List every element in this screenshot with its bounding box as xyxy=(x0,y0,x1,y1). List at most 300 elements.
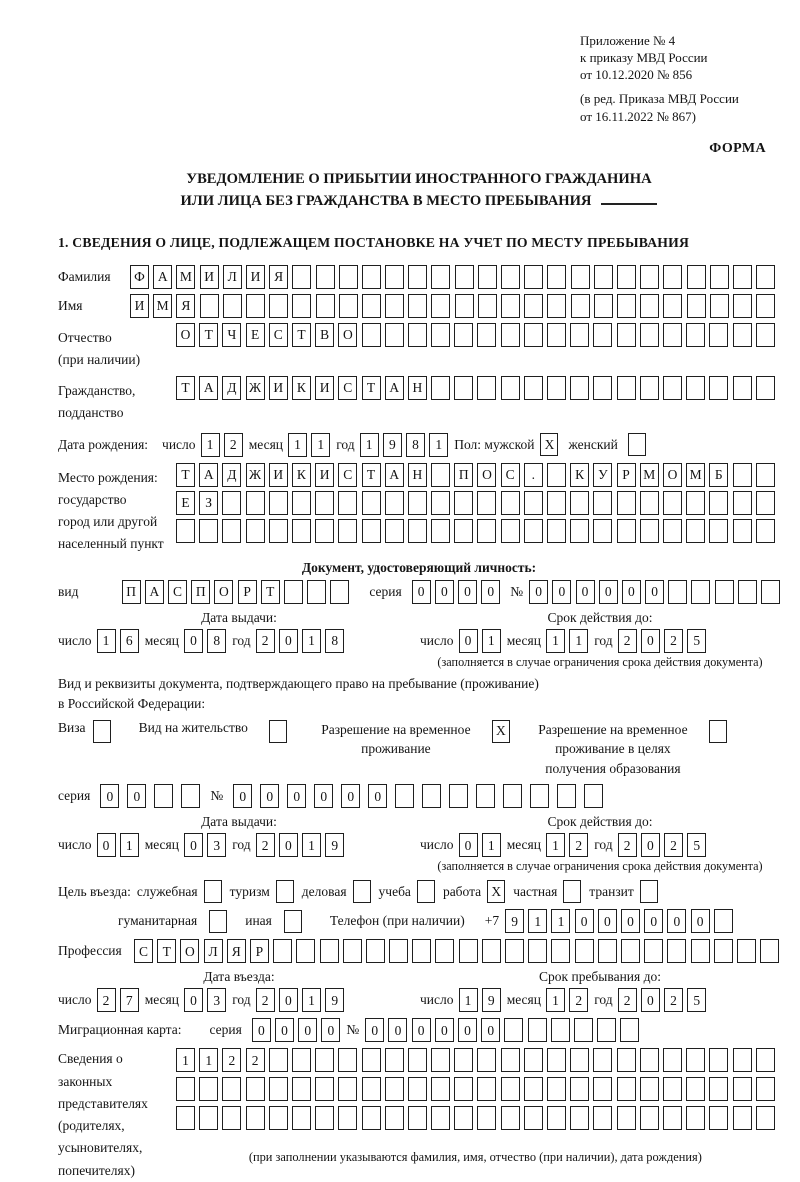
char-cell[interactable] xyxy=(431,519,450,543)
char-cell[interactable]: 0 xyxy=(365,1018,384,1042)
char-cell[interactable] xyxy=(756,294,775,318)
char-cell[interactable] xyxy=(733,1077,752,1101)
char-cell[interactable] xyxy=(338,491,357,515)
char-cell[interactable] xyxy=(362,1048,381,1072)
char-cell[interactable] xyxy=(733,265,752,289)
char-cell[interactable] xyxy=(477,323,496,347)
char-cell[interactable] xyxy=(663,376,682,400)
char-cell[interactable]: О xyxy=(176,323,195,347)
char-cell[interactable]: 0 xyxy=(279,629,298,653)
char-cell[interactable] xyxy=(709,491,728,515)
char-cell[interactable]: 9 xyxy=(505,909,524,933)
char-cell[interactable] xyxy=(454,491,473,515)
purpose-business-checkbox[interactable] xyxy=(353,880,371,903)
char-cell[interactable] xyxy=(733,491,752,515)
char-cell[interactable] xyxy=(292,1077,311,1101)
char-cell[interactable] xyxy=(691,939,710,963)
char-cell[interactable] xyxy=(663,323,682,347)
char-cell[interactable] xyxy=(547,1077,566,1101)
char-cell[interactable] xyxy=(663,1048,682,1072)
char-cell[interactable]: З xyxy=(199,491,218,515)
char-cell[interactable] xyxy=(389,939,408,963)
char-cell[interactable] xyxy=(686,1077,705,1101)
char-cell[interactable] xyxy=(408,519,427,543)
char-cell[interactable] xyxy=(476,784,495,808)
char-cell[interactable] xyxy=(362,1077,381,1101)
char-cell[interactable]: Ч xyxy=(222,323,241,347)
char-cell[interactable]: 1 xyxy=(546,833,565,857)
char-cell[interactable] xyxy=(570,1077,589,1101)
char-cell[interactable]: 2 xyxy=(246,1048,265,1072)
char-cell[interactable] xyxy=(617,376,636,400)
char-cell[interactable]: 1 xyxy=(311,433,330,457)
char-cell[interactable] xyxy=(176,1077,195,1101)
purpose-other-checkbox[interactable] xyxy=(284,910,302,933)
char-cell[interactable]: 0 xyxy=(575,909,594,933)
char-cell[interactable] xyxy=(385,1077,404,1101)
char-cell[interactable] xyxy=(477,491,496,515)
char-cell[interactable]: 0 xyxy=(458,1018,477,1042)
char-cell[interactable] xyxy=(362,1106,381,1130)
char-cell[interactable] xyxy=(738,580,757,604)
char-cell[interactable] xyxy=(547,1048,566,1072)
char-cell[interactable]: О xyxy=(663,463,682,487)
char-cell[interactable] xyxy=(292,519,311,543)
char-cell[interactable] xyxy=(530,784,549,808)
char-cell[interactable] xyxy=(687,294,706,318)
char-cell[interactable] xyxy=(584,784,603,808)
char-cell[interactable] xyxy=(547,491,566,515)
char-cell[interactable] xyxy=(644,939,663,963)
char-cell[interactable]: 8 xyxy=(207,629,226,653)
char-cell[interactable]: Т xyxy=(261,580,280,604)
char-cell[interactable] xyxy=(501,491,520,515)
char-cell[interactable] xyxy=(477,519,496,543)
temp-residence-education-checkbox[interactable] xyxy=(709,720,727,743)
char-cell[interactable]: И xyxy=(315,376,334,400)
char-cell[interactable] xyxy=(663,491,682,515)
char-cell[interactable] xyxy=(435,939,454,963)
char-cell[interactable] xyxy=(528,1018,547,1042)
char-cell[interactable]: Е xyxy=(176,491,195,515)
char-cell[interactable]: Д xyxy=(222,376,241,400)
char-cell[interactable]: Н xyxy=(408,376,427,400)
char-cell[interactable] xyxy=(593,519,612,543)
char-cell[interactable] xyxy=(593,1106,612,1130)
char-cell[interactable] xyxy=(733,294,752,318)
char-cell[interactable] xyxy=(454,1077,473,1101)
char-cell[interactable] xyxy=(431,1048,450,1072)
char-cell[interactable] xyxy=(222,519,241,543)
char-cell[interactable] xyxy=(338,1048,357,1072)
char-cell[interactable] xyxy=(366,939,385,963)
char-cell[interactable]: О xyxy=(477,463,496,487)
char-cell[interactable] xyxy=(477,376,496,400)
char-cell[interactable]: 2 xyxy=(569,833,588,857)
char-cell[interactable] xyxy=(181,784,200,808)
char-cell[interactable] xyxy=(547,463,566,487)
char-cell[interactable] xyxy=(668,580,687,604)
char-cell[interactable]: М xyxy=(640,463,659,487)
char-cell[interactable]: 0 xyxy=(599,580,618,604)
char-cell[interactable]: 2 xyxy=(256,629,275,653)
char-cell[interactable]: У xyxy=(593,463,612,487)
char-cell[interactable] xyxy=(640,1077,659,1101)
char-cell[interactable]: С xyxy=(338,463,357,487)
char-cell[interactable] xyxy=(408,323,427,347)
char-cell[interactable] xyxy=(756,323,775,347)
char-cell[interactable] xyxy=(199,1077,218,1101)
char-cell[interactable] xyxy=(395,784,414,808)
char-cell[interactable] xyxy=(477,1077,496,1101)
char-cell[interactable] xyxy=(570,519,589,543)
char-cell[interactable]: О xyxy=(214,580,233,604)
char-cell[interactable] xyxy=(733,519,752,543)
char-cell[interactable] xyxy=(223,294,242,318)
char-cell[interactable]: 1 xyxy=(288,433,307,457)
char-cell[interactable] xyxy=(454,519,473,543)
char-cell[interactable]: Ф xyxy=(130,265,149,289)
char-cell[interactable]: 1 xyxy=(482,833,501,857)
char-cell[interactable]: 0 xyxy=(233,784,252,808)
char-cell[interactable]: М xyxy=(686,463,705,487)
char-cell[interactable]: 0 xyxy=(97,833,116,857)
char-cell[interactable] xyxy=(574,1018,593,1042)
char-cell[interactable]: А xyxy=(199,376,218,400)
char-cell[interactable] xyxy=(756,376,775,400)
char-cell[interactable]: С xyxy=(168,580,187,604)
char-cell[interactable]: 0 xyxy=(412,1018,431,1042)
char-cell[interactable] xyxy=(338,1106,357,1130)
char-cell[interactable] xyxy=(269,1077,288,1101)
purpose-tourism-checkbox[interactable] xyxy=(276,880,294,903)
char-cell[interactable]: Т xyxy=(292,323,311,347)
char-cell[interactable]: Р xyxy=(250,939,269,963)
char-cell[interactable] xyxy=(176,519,195,543)
char-cell[interactable] xyxy=(663,519,682,543)
char-cell[interactable]: 0 xyxy=(459,833,478,857)
char-cell[interactable] xyxy=(551,939,570,963)
char-cell[interactable]: 1 xyxy=(302,833,321,857)
char-cell[interactable] xyxy=(501,323,520,347)
char-cell[interactable]: 0 xyxy=(184,988,203,1012)
char-cell[interactable] xyxy=(246,294,265,318)
char-cell[interactable] xyxy=(524,1077,543,1101)
char-cell[interactable] xyxy=(593,323,612,347)
char-cell[interactable]: 5 xyxy=(687,988,706,1012)
char-cell[interactable] xyxy=(686,1106,705,1130)
char-cell[interactable]: 2 xyxy=(256,833,275,857)
char-cell[interactable]: Л xyxy=(223,265,242,289)
char-cell[interactable] xyxy=(505,939,524,963)
char-cell[interactable] xyxy=(640,294,659,318)
char-cell[interactable]: 0 xyxy=(458,580,477,604)
char-cell[interactable] xyxy=(504,1018,523,1042)
char-cell[interactable] xyxy=(200,294,219,318)
char-cell[interactable]: 8 xyxy=(325,629,344,653)
char-cell[interactable]: 0 xyxy=(368,784,387,808)
char-cell[interactable] xyxy=(709,1106,728,1130)
char-cell[interactable]: 1 xyxy=(551,909,570,933)
char-cell[interactable] xyxy=(362,265,381,289)
char-cell[interactable]: 0 xyxy=(529,580,548,604)
char-cell[interactable] xyxy=(454,376,473,400)
char-cell[interactable]: 0 xyxy=(667,909,686,933)
char-cell[interactable] xyxy=(687,265,706,289)
char-cell[interactable] xyxy=(246,1077,265,1101)
char-cell[interactable] xyxy=(431,463,450,487)
char-cell[interactable] xyxy=(269,1048,288,1072)
char-cell[interactable] xyxy=(640,265,659,289)
char-cell[interactable] xyxy=(663,294,682,318)
visa-checkbox[interactable] xyxy=(93,720,111,743)
char-cell[interactable]: 0 xyxy=(287,784,306,808)
char-cell[interactable] xyxy=(571,294,590,318)
char-cell[interactable] xyxy=(431,1106,450,1130)
char-cell[interactable] xyxy=(710,265,729,289)
char-cell[interactable] xyxy=(617,265,636,289)
char-cell[interactable] xyxy=(222,1077,241,1101)
char-cell[interactable]: 0 xyxy=(314,784,333,808)
char-cell[interactable] xyxy=(547,519,566,543)
char-cell[interactable]: 0 xyxy=(621,909,640,933)
char-cell[interactable]: 0 xyxy=(298,1018,317,1042)
char-cell[interactable]: Т xyxy=(362,376,381,400)
char-cell[interactable] xyxy=(570,1106,589,1130)
char-cell[interactable]: 0 xyxy=(552,580,571,604)
char-cell[interactable] xyxy=(686,519,705,543)
char-cell[interactable]: И xyxy=(130,294,149,318)
char-cell[interactable] xyxy=(307,580,326,604)
char-cell[interactable]: 1 xyxy=(302,629,321,653)
char-cell[interactable] xyxy=(640,519,659,543)
char-cell[interactable] xyxy=(686,376,705,400)
char-cell[interactable] xyxy=(571,265,590,289)
char-cell[interactable] xyxy=(385,1106,404,1130)
char-cell[interactable]: Т xyxy=(157,939,176,963)
char-cell[interactable]: 1 xyxy=(546,629,565,653)
char-cell[interactable]: 0 xyxy=(641,988,660,1012)
char-cell[interactable] xyxy=(338,1077,357,1101)
char-cell[interactable]: 1 xyxy=(459,988,478,1012)
char-cell[interactable] xyxy=(478,265,497,289)
char-cell[interactable] xyxy=(524,265,543,289)
purpose-humanitarian-checkbox[interactable] xyxy=(209,910,227,933)
char-cell[interactable]: 7 xyxy=(120,988,139,1012)
char-cell[interactable]: Н xyxy=(408,463,427,487)
char-cell[interactable] xyxy=(557,784,576,808)
char-cell[interactable]: 1 xyxy=(546,988,565,1012)
char-cell[interactable] xyxy=(756,265,775,289)
char-cell[interactable] xyxy=(454,1048,473,1072)
char-cell[interactable] xyxy=(640,1048,659,1072)
char-cell[interactable] xyxy=(547,323,566,347)
char-cell[interactable]: Р xyxy=(617,463,636,487)
char-cell[interactable] xyxy=(575,939,594,963)
purpose-official-checkbox[interactable] xyxy=(204,880,222,903)
char-cell[interactable]: П xyxy=(454,463,473,487)
char-cell[interactable]: 3 xyxy=(207,833,226,857)
char-cell[interactable] xyxy=(292,1106,311,1130)
char-cell[interactable]: Т xyxy=(199,323,218,347)
char-cell[interactable] xyxy=(524,519,543,543)
char-cell[interactable]: Т xyxy=(176,376,195,400)
char-cell[interactable]: 2 xyxy=(618,988,637,1012)
char-cell[interactable] xyxy=(593,491,612,515)
char-cell[interactable] xyxy=(686,323,705,347)
char-cell[interactable] xyxy=(320,939,339,963)
char-cell[interactable]: 2 xyxy=(664,833,683,857)
char-cell[interactable]: Л xyxy=(204,939,223,963)
char-cell[interactable] xyxy=(621,939,640,963)
char-cell[interactable] xyxy=(617,519,636,543)
char-cell[interactable]: 0 xyxy=(481,580,500,604)
blank-underline[interactable] xyxy=(601,199,657,205)
char-cell[interactable]: М xyxy=(176,265,195,289)
char-cell[interactable]: Ж xyxy=(246,376,265,400)
char-cell[interactable]: О xyxy=(338,323,357,347)
char-cell[interactable] xyxy=(570,323,589,347)
char-cell[interactable]: 0 xyxy=(641,629,660,653)
char-cell[interactable] xyxy=(570,1048,589,1072)
char-cell[interactable] xyxy=(343,939,362,963)
char-cell[interactable] xyxy=(454,323,473,347)
purpose-study-checkbox[interactable] xyxy=(417,880,435,903)
char-cell[interactable] xyxy=(315,1077,334,1101)
char-cell[interactable] xyxy=(385,265,404,289)
char-cell[interactable]: 0 xyxy=(260,784,279,808)
char-cell[interactable] xyxy=(524,1106,543,1130)
sex-male-checkbox[interactable]: X xyxy=(540,433,558,456)
char-cell[interactable] xyxy=(269,294,288,318)
char-cell[interactable] xyxy=(663,1077,682,1101)
char-cell[interactable]: 3 xyxy=(207,988,226,1012)
char-cell[interactable]: 0 xyxy=(481,1018,500,1042)
char-cell[interactable] xyxy=(617,1048,636,1072)
char-cell[interactable] xyxy=(709,1077,728,1101)
char-cell[interactable] xyxy=(501,265,520,289)
char-cell[interactable] xyxy=(593,1048,612,1072)
char-cell[interactable] xyxy=(408,1048,427,1072)
char-cell[interactable] xyxy=(408,265,427,289)
char-cell[interactable] xyxy=(292,1048,311,1072)
char-cell[interactable]: И xyxy=(200,265,219,289)
char-cell[interactable] xyxy=(617,323,636,347)
char-cell[interactable] xyxy=(501,1048,520,1072)
char-cell[interactable]: С xyxy=(338,376,357,400)
char-cell[interactable]: 1 xyxy=(176,1048,195,1072)
char-cell[interactable]: Т xyxy=(362,463,381,487)
char-cell[interactable] xyxy=(640,376,659,400)
char-cell[interactable] xyxy=(733,463,752,487)
char-cell[interactable]: 2 xyxy=(224,433,243,457)
char-cell[interactable] xyxy=(269,1106,288,1130)
char-cell[interactable] xyxy=(663,265,682,289)
char-cell[interactable] xyxy=(154,784,173,808)
char-cell[interactable] xyxy=(640,491,659,515)
char-cell[interactable]: К xyxy=(292,463,311,487)
char-cell[interactable]: 1 xyxy=(120,833,139,857)
purpose-private-checkbox[interactable] xyxy=(563,880,581,903)
char-cell[interactable] xyxy=(501,519,520,543)
char-cell[interactable] xyxy=(408,294,427,318)
char-cell[interactable] xyxy=(315,1106,334,1130)
char-cell[interactable]: 0 xyxy=(388,1018,407,1042)
char-cell[interactable] xyxy=(338,519,357,543)
char-cell[interactable]: 9 xyxy=(482,988,501,1012)
char-cell[interactable]: К xyxy=(292,376,311,400)
char-cell[interactable] xyxy=(385,1048,404,1072)
char-cell[interactable] xyxy=(756,519,775,543)
char-cell[interactable]: 0 xyxy=(459,629,478,653)
char-cell[interactable]: В xyxy=(315,323,334,347)
char-cell[interactable]: 9 xyxy=(325,988,344,1012)
char-cell[interactable] xyxy=(339,294,358,318)
char-cell[interactable] xyxy=(756,491,775,515)
char-cell[interactable] xyxy=(617,1077,636,1101)
char-cell[interactable] xyxy=(640,1106,659,1130)
char-cell[interactable]: 2 xyxy=(97,988,116,1012)
char-cell[interactable]: О xyxy=(180,939,199,963)
char-cell[interactable] xyxy=(524,491,543,515)
char-cell[interactable]: А xyxy=(199,463,218,487)
char-cell[interactable] xyxy=(501,376,520,400)
char-cell[interactable] xyxy=(756,463,775,487)
char-cell[interactable] xyxy=(362,323,381,347)
char-cell[interactable] xyxy=(431,294,450,318)
char-cell[interactable] xyxy=(292,265,311,289)
char-cell[interactable] xyxy=(551,1018,570,1042)
char-cell[interactable]: И xyxy=(246,265,265,289)
char-cell[interactable] xyxy=(709,323,728,347)
char-cell[interactable]: А xyxy=(385,376,404,400)
char-cell[interactable] xyxy=(667,939,686,963)
residence-permit-checkbox[interactable] xyxy=(269,720,287,743)
char-cell[interactable]: 0 xyxy=(279,833,298,857)
char-cell[interactable]: 2 xyxy=(664,988,683,1012)
char-cell[interactable] xyxy=(756,1048,775,1072)
char-cell[interactable] xyxy=(617,294,636,318)
char-cell[interactable]: 0 xyxy=(622,580,641,604)
char-cell[interactable]: 0 xyxy=(641,833,660,857)
char-cell[interactable] xyxy=(737,939,756,963)
char-cell[interactable]: Я xyxy=(227,939,246,963)
char-cell[interactable] xyxy=(686,1048,705,1072)
char-cell[interactable] xyxy=(455,265,474,289)
char-cell[interactable]: 2 xyxy=(664,629,683,653)
char-cell[interactable] xyxy=(570,491,589,515)
char-cell[interactable]: 2 xyxy=(618,629,637,653)
char-cell[interactable]: 0 xyxy=(645,580,664,604)
char-cell[interactable]: С xyxy=(134,939,153,963)
char-cell[interactable] xyxy=(760,939,779,963)
char-cell[interactable] xyxy=(459,939,478,963)
char-cell[interactable] xyxy=(408,1106,427,1130)
char-cell[interactable]: С xyxy=(501,463,520,487)
char-cell[interactable] xyxy=(524,294,543,318)
char-cell[interactable]: 0 xyxy=(576,580,595,604)
char-cell[interactable]: 0 xyxy=(341,784,360,808)
char-cell[interactable] xyxy=(691,580,710,604)
char-cell[interactable]: 5 xyxy=(687,833,706,857)
char-cell[interactable] xyxy=(528,939,547,963)
char-cell[interactable] xyxy=(594,265,613,289)
purpose-work-checkbox[interactable]: X xyxy=(487,880,505,903)
char-cell[interactable]: И xyxy=(315,463,334,487)
char-cell[interactable] xyxy=(246,1106,265,1130)
char-cell[interactable] xyxy=(315,491,334,515)
char-cell[interactable] xyxy=(269,491,288,515)
